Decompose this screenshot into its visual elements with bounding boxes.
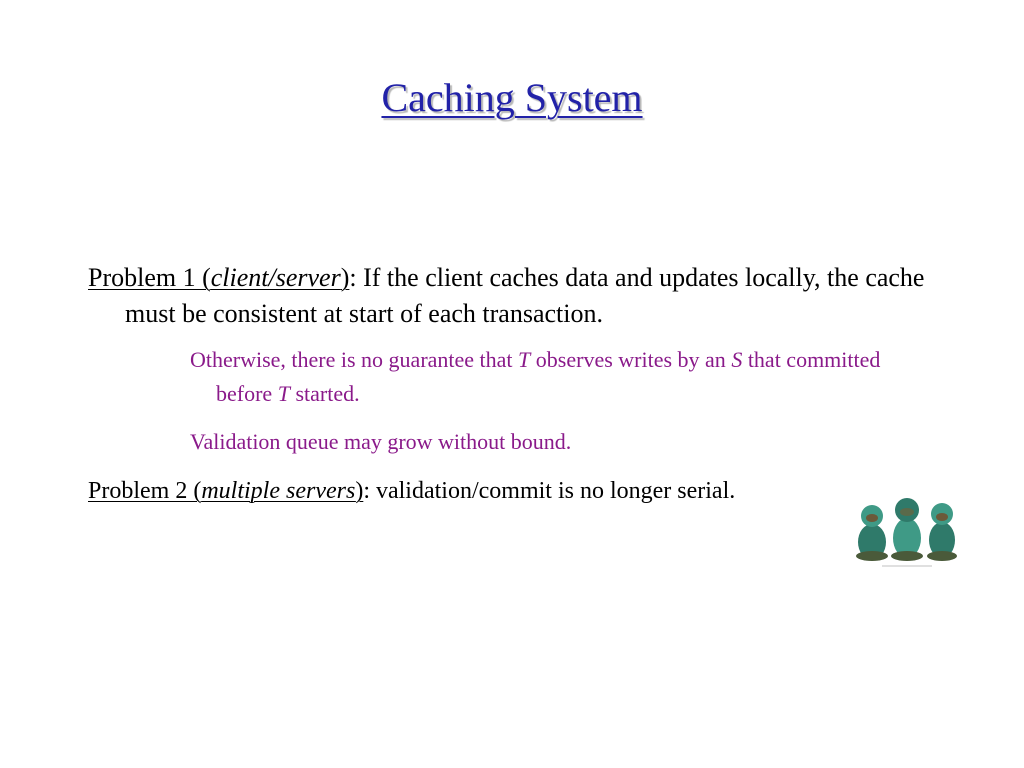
slide-title: Caching System — [381, 75, 643, 120]
problem-2-label: Problem 2 (multiple servers) — [88, 478, 364, 504]
monkey-figure-1 — [856, 505, 888, 561]
monkey-figure-2 — [891, 498, 923, 561]
three-monkeys-image — [852, 490, 962, 570]
problem-1-label: Problem 1 (client/server) — [88, 263, 350, 292]
consistency-note: Otherwise, there is no guarantee that T observes writes by an S that committed before T started. — [190, 347, 881, 406]
problem-1-paragraph — [88, 260, 948, 332]
problem-2-paragraph — [88, 474, 948, 508]
problem-2-text: : validation/commit is no longer serial. — [363, 478, 736, 504]
problem-1-text: : If the client caches data and updates locally, the cache must be consistent at start of each transaction. — [125, 263, 925, 328]
validation-queue-note: Validation queue may grow without bound. — [190, 429, 572, 454]
monkey-figure-3 — [927, 503, 957, 561]
